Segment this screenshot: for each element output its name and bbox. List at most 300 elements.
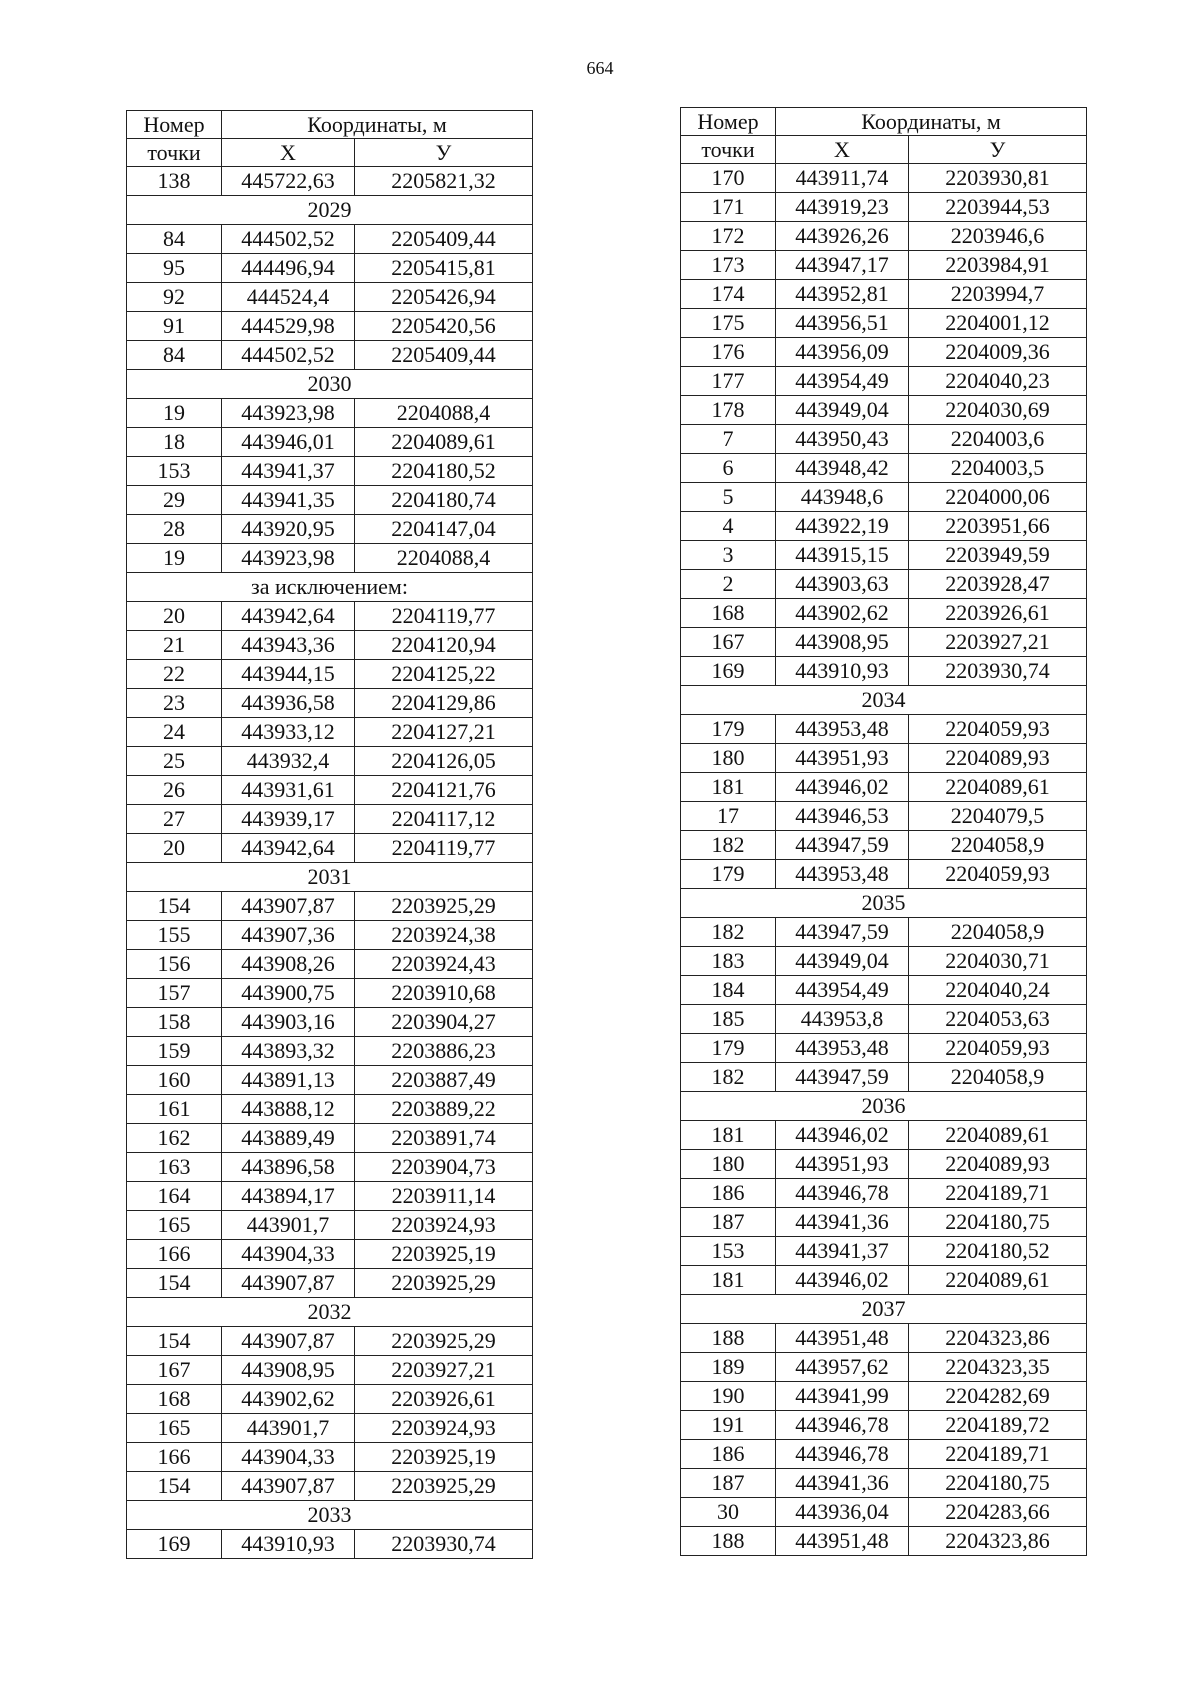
point-number-cell: 166 — [127, 1443, 222, 1472]
point-number-cell: 169 — [681, 657, 776, 686]
point-number-cell: 3 — [681, 541, 776, 570]
table-row — [127, 1095, 533, 1124]
section-label: 2035 — [681, 889, 1087, 918]
coord-y-cell: 2203927,21 — [355, 1356, 533, 1385]
coord-y-cell: 2203984,91 — [909, 251, 1087, 280]
coord-x-cell: 443948,42 — [776, 454, 909, 483]
coord-y-cell: 2204089,61 — [909, 1266, 1087, 1295]
point-number-cell: 2 — [681, 570, 776, 599]
coord-x-cell: 443957,62 — [776, 1353, 909, 1382]
coord-x-cell: 443923,98 — [222, 399, 355, 428]
table-row — [681, 802, 1087, 831]
point-number-cell: 181 — [681, 1266, 776, 1295]
coordinates-table-right — [680, 107, 1087, 1556]
header-coordinates: Координаты, м — [222, 111, 533, 139]
coord-x-cell: 443893,32 — [222, 1037, 355, 1066]
coord-y-cell: 2204127,21 — [355, 718, 533, 747]
coord-y-cell: 2203925,19 — [355, 1240, 533, 1269]
table-header-row — [681, 136, 1087, 164]
coord-x-cell: 443941,36 — [776, 1208, 909, 1237]
point-number-cell: 186 — [681, 1179, 776, 1208]
point-number-cell: 153 — [127, 457, 222, 486]
header-coordinates: Координаты, м — [776, 108, 1087, 136]
table-row — [681, 976, 1087, 1005]
point-number-cell: 175 — [681, 309, 776, 338]
point-number-cell: 95 — [127, 254, 222, 283]
point-number-cell: 179 — [681, 860, 776, 889]
point-number-cell: 188 — [681, 1527, 776, 1556]
table-row — [681, 947, 1087, 976]
point-number-cell: 179 — [681, 1034, 776, 1063]
point-number-cell: 187 — [681, 1469, 776, 1498]
coord-x-cell: 443953,48 — [776, 715, 909, 744]
table-row — [127, 1124, 533, 1153]
coord-y-cell: 2203926,61 — [909, 599, 1087, 628]
coord-y-cell: 2203949,59 — [909, 541, 1087, 570]
table-row — [127, 341, 533, 370]
point-number-cell: 27 — [127, 805, 222, 834]
coord-x-cell: 443946,02 — [776, 1266, 909, 1295]
coord-x-cell: 443902,62 — [222, 1385, 355, 1414]
point-number-cell: 4 — [681, 512, 776, 541]
coord-x-cell: 443915,15 — [776, 541, 909, 570]
table-row — [127, 776, 533, 805]
point-number-cell: 167 — [127, 1356, 222, 1385]
table-row — [127, 544, 533, 573]
coord-x-cell: 443950,43 — [776, 425, 909, 454]
coord-y-cell: 2204089,61 — [909, 1121, 1087, 1150]
coord-x-cell: 443941,36 — [776, 1469, 909, 1498]
table-row — [681, 715, 1087, 744]
point-number-cell: 167 — [681, 628, 776, 657]
table-row — [681, 831, 1087, 860]
coord-y-cell: 2203891,74 — [355, 1124, 533, 1153]
coord-x-cell: 443910,93 — [222, 1530, 355, 1559]
point-number-cell: 176 — [681, 338, 776, 367]
coord-y-cell: 2203946,6 — [909, 222, 1087, 251]
coord-x-cell: 443951,48 — [776, 1527, 909, 1556]
point-number-cell: 187 — [681, 1208, 776, 1237]
point-number-cell: 166 — [127, 1240, 222, 1269]
table-row — [127, 834, 533, 863]
point-number-cell: 184 — [681, 976, 776, 1005]
coord-y-cell: 2203928,47 — [909, 570, 1087, 599]
point-number-cell: 30 — [681, 1498, 776, 1527]
table-row — [681, 1469, 1087, 1498]
point-number-cell: 28 — [127, 515, 222, 544]
section-label: за исключением: — [127, 573, 533, 602]
coord-y-cell: 2204089,93 — [909, 1150, 1087, 1179]
coord-y-cell: 2203930,74 — [909, 657, 1087, 686]
coord-y-cell: 2203944,53 — [909, 193, 1087, 222]
coord-x-cell: 443933,12 — [222, 718, 355, 747]
table-row — [681, 425, 1087, 454]
coord-x-cell: 443907,87 — [222, 1327, 355, 1356]
coord-y-cell: 2203925,29 — [355, 1327, 533, 1356]
table-row — [681, 1498, 1087, 1527]
coord-y-cell: 2204003,5 — [909, 454, 1087, 483]
table-row — [681, 773, 1087, 802]
coord-y-cell: 2204040,24 — [909, 976, 1087, 1005]
coord-x-cell: 443946,78 — [776, 1440, 909, 1469]
table-row — [681, 309, 1087, 338]
section-row — [127, 196, 533, 225]
coord-x-cell: 443901,7 — [222, 1414, 355, 1443]
point-number-cell: 188 — [681, 1324, 776, 1353]
coord-y-cell: 2204323,35 — [909, 1353, 1087, 1382]
point-number-cell: 182 — [681, 831, 776, 860]
point-number-cell: 181 — [681, 773, 776, 802]
coord-x-cell: 444496,94 — [222, 254, 355, 283]
point-number-cell: 157 — [127, 979, 222, 1008]
point-number-cell: 182 — [681, 1063, 776, 1092]
coord-y-cell: 2204119,77 — [355, 834, 533, 863]
coord-x-cell: 443902,62 — [776, 599, 909, 628]
coord-y-cell: 2204001,12 — [909, 309, 1087, 338]
table-row — [681, 1440, 1087, 1469]
coord-x-cell: 443947,17 — [776, 251, 909, 280]
table-row — [681, 744, 1087, 773]
coord-x-cell: 443941,37 — [776, 1237, 909, 1266]
coordinates-table-left — [126, 110, 533, 1559]
coord-y-cell: 2203910,68 — [355, 979, 533, 1008]
table-row — [681, 1208, 1087, 1237]
coord-y-cell: 2204089,61 — [909, 773, 1087, 802]
coord-y-cell: 2203924,43 — [355, 950, 533, 979]
section-row — [681, 1295, 1087, 1324]
coord-y-cell: 2203925,29 — [355, 892, 533, 921]
coord-x-cell: 443936,04 — [776, 1498, 909, 1527]
coord-x-cell: 445722,63 — [222, 167, 355, 196]
coord-x-cell: 443908,95 — [222, 1356, 355, 1385]
coord-y-cell: 2204180,52 — [909, 1237, 1087, 1266]
coord-y-cell: 2204180,74 — [355, 486, 533, 515]
table-row — [127, 1385, 533, 1414]
table-row — [681, 860, 1087, 889]
table-row — [681, 280, 1087, 309]
table-row — [681, 251, 1087, 280]
coord-x-cell: 443941,37 — [222, 457, 355, 486]
coord-x-cell: 443903,63 — [776, 570, 909, 599]
table-row — [681, 396, 1087, 425]
coord-y-cell: 2204088,4 — [355, 399, 533, 428]
point-number-cell: 154 — [127, 1269, 222, 1298]
coord-y-cell: 2203924,38 — [355, 921, 533, 950]
coord-x-cell: 443948,6 — [776, 483, 909, 512]
coord-x-cell: 443904,33 — [222, 1240, 355, 1269]
table-row — [681, 193, 1087, 222]
section-label: 2033 — [127, 1501, 533, 1530]
point-number-cell: 19 — [127, 544, 222, 573]
coord-y-cell: 2203889,22 — [355, 1095, 533, 1124]
table-row — [681, 628, 1087, 657]
coord-y-cell: 2203924,93 — [355, 1414, 533, 1443]
coord-y-cell: 2204000,06 — [909, 483, 1087, 512]
coord-x-cell: 443910,93 — [776, 657, 909, 686]
point-number-cell: 180 — [681, 1150, 776, 1179]
table-row — [681, 1063, 1087, 1092]
point-number-cell: 20 — [127, 602, 222, 631]
point-number-cell: 163 — [127, 1153, 222, 1182]
table-row — [127, 1530, 533, 1559]
coord-x-cell: 443942,64 — [222, 602, 355, 631]
coord-y-cell: 2203904,27 — [355, 1008, 533, 1037]
coord-x-cell: 443943,36 — [222, 631, 355, 660]
section-label: 2034 — [681, 686, 1087, 715]
table-row — [127, 805, 533, 834]
section-row — [127, 1298, 533, 1327]
page-number: 664 — [586, 58, 614, 78]
table-row — [127, 457, 533, 486]
coord-x-cell: 443949,04 — [776, 396, 909, 425]
point-number-cell: 17 — [681, 802, 776, 831]
point-number-cell: 169 — [127, 1530, 222, 1559]
table-row — [127, 167, 533, 196]
point-number-cell: 26 — [127, 776, 222, 805]
coord-y-cell: 2204323,86 — [909, 1527, 1087, 1556]
coord-y-cell: 2204079,5 — [909, 802, 1087, 831]
coord-x-cell: 443907,87 — [222, 1269, 355, 1298]
table-row — [127, 1037, 533, 1066]
coord-x-cell: 443900,75 — [222, 979, 355, 1008]
coord-x-cell: 443894,17 — [222, 1182, 355, 1211]
table-row — [681, 512, 1087, 541]
coord-y-cell: 2205415,81 — [355, 254, 533, 283]
table-row — [681, 338, 1087, 367]
point-number-cell: 23 — [127, 689, 222, 718]
coord-y-cell: 2205409,44 — [355, 341, 533, 370]
table-row — [681, 570, 1087, 599]
coord-x-cell: 443954,49 — [776, 976, 909, 1005]
coord-y-cell: 2204059,93 — [909, 715, 1087, 744]
point-number-cell: 5 — [681, 483, 776, 512]
coord-x-cell: 443923,98 — [222, 544, 355, 573]
point-number-cell: 154 — [127, 1327, 222, 1356]
point-number-cell: 21 — [127, 631, 222, 660]
header-point-line1: Номер — [681, 108, 776, 136]
table-row — [681, 1324, 1087, 1353]
table-row — [127, 1008, 533, 1037]
point-number-cell: 84 — [127, 341, 222, 370]
point-number-cell: 154 — [127, 892, 222, 921]
table-row — [127, 254, 533, 283]
coord-y-cell: 2203925,29 — [355, 1472, 533, 1501]
table-row — [681, 222, 1087, 251]
point-number-cell: 20 — [127, 834, 222, 863]
table-row — [681, 1121, 1087, 1150]
point-number-cell: 185 — [681, 1005, 776, 1034]
coord-y-cell: 2204059,93 — [909, 1034, 1087, 1063]
table-row — [681, 1527, 1087, 1556]
coord-x-cell: 443891,13 — [222, 1066, 355, 1095]
coord-y-cell: 2204189,71 — [909, 1179, 1087, 1208]
table-row — [127, 428, 533, 457]
coord-x-cell: 443951,93 — [776, 1150, 909, 1179]
table-row — [127, 921, 533, 950]
coord-y-cell: 2203925,29 — [355, 1269, 533, 1298]
coord-y-cell: 2203904,73 — [355, 1153, 533, 1182]
coord-y-cell: 2204180,75 — [909, 1208, 1087, 1237]
table-row — [681, 1382, 1087, 1411]
header-y: У — [355, 139, 533, 167]
coord-y-cell: 2204030,69 — [909, 396, 1087, 425]
point-number-cell: 92 — [127, 283, 222, 312]
point-number-cell: 181 — [681, 1121, 776, 1150]
point-number-cell: 189 — [681, 1353, 776, 1382]
table-row — [681, 1150, 1087, 1179]
coord-y-cell: 2203911,14 — [355, 1182, 533, 1211]
point-number-cell: 183 — [681, 947, 776, 976]
coord-y-cell: 2205821,32 — [355, 167, 533, 196]
coord-x-cell: 443907,36 — [222, 921, 355, 950]
section-row — [681, 686, 1087, 715]
coord-x-cell: 443946,02 — [776, 773, 909, 802]
coord-y-cell: 2204180,52 — [355, 457, 533, 486]
coord-x-cell: 443896,58 — [222, 1153, 355, 1182]
table-row — [681, 483, 1087, 512]
coord-x-cell: 443919,23 — [776, 193, 909, 222]
point-number-cell: 19 — [127, 399, 222, 428]
coord-y-cell: 2203930,74 — [355, 1530, 533, 1559]
coord-y-cell: 2204089,61 — [355, 428, 533, 457]
coord-x-cell: 444502,52 — [222, 341, 355, 370]
table-row — [681, 1237, 1087, 1266]
table-row — [681, 1353, 1087, 1382]
coord-y-cell: 2204059,93 — [909, 860, 1087, 889]
point-number-cell: 165 — [127, 1414, 222, 1443]
point-number-cell: 168 — [127, 1385, 222, 1414]
table-row — [127, 1066, 533, 1095]
point-number-cell: 7 — [681, 425, 776, 454]
coord-y-cell: 2204121,76 — [355, 776, 533, 805]
table-row — [681, 1266, 1087, 1295]
coord-y-cell: 2203926,61 — [355, 1385, 533, 1414]
point-number-cell: 191 — [681, 1411, 776, 1440]
table-row — [127, 1182, 533, 1211]
table-row — [127, 660, 533, 689]
point-number-cell: 171 — [681, 193, 776, 222]
table-row — [127, 225, 533, 254]
coord-y-cell: 2204120,94 — [355, 631, 533, 660]
coord-x-cell: 443901,7 — [222, 1211, 355, 1240]
coord-y-cell: 2204117,12 — [355, 805, 533, 834]
coord-y-cell: 2204009,36 — [909, 338, 1087, 367]
coord-y-cell: 2204089,93 — [909, 744, 1087, 773]
coord-x-cell: 443947,59 — [776, 1063, 909, 1092]
header-point-line2: точки — [681, 136, 776, 164]
coord-y-cell: 2204058,9 — [909, 918, 1087, 947]
coord-x-cell: 443932,4 — [222, 747, 355, 776]
table-row — [681, 367, 1087, 396]
coord-y-cell: 2204126,05 — [355, 747, 533, 776]
table-row — [681, 164, 1087, 193]
coord-y-cell: 2204003,6 — [909, 425, 1087, 454]
coord-y-cell: 2204125,22 — [355, 660, 533, 689]
table-row — [681, 541, 1087, 570]
table-row — [127, 747, 533, 776]
coord-y-cell: 2203994,7 — [909, 280, 1087, 309]
coord-x-cell: 443951,48 — [776, 1324, 909, 1353]
coord-x-cell: 443953,48 — [776, 1034, 909, 1063]
table-row — [681, 1411, 1087, 1440]
coord-x-cell: 443946,78 — [776, 1179, 909, 1208]
coord-x-cell: 443922,19 — [776, 512, 909, 541]
table-row — [681, 918, 1087, 947]
table-row — [681, 1179, 1087, 1208]
section-row — [127, 370, 533, 399]
point-number-cell: 180 — [681, 744, 776, 773]
coord-x-cell: 443941,99 — [776, 1382, 909, 1411]
coord-y-cell: 2204180,75 — [909, 1469, 1087, 1498]
table-row — [127, 689, 533, 718]
point-number-cell: 138 — [127, 167, 222, 196]
point-number-cell: 6 — [681, 454, 776, 483]
table-row — [127, 1443, 533, 1472]
point-number-cell: 159 — [127, 1037, 222, 1066]
coord-x-cell: 443946,53 — [776, 802, 909, 831]
coord-y-cell: 2205420,56 — [355, 312, 533, 341]
coord-y-cell: 2203925,19 — [355, 1443, 533, 1472]
point-number-cell: 172 — [681, 222, 776, 251]
coord-y-cell: 2204040,23 — [909, 367, 1087, 396]
coord-y-cell: 2204323,86 — [909, 1324, 1087, 1353]
coord-x-cell: 443954,49 — [776, 367, 909, 396]
header-point-line2: точки — [127, 139, 222, 167]
coord-y-cell: 2204119,77 — [355, 602, 533, 631]
table-row — [127, 515, 533, 544]
table-row — [127, 950, 533, 979]
coord-x-cell: 443888,12 — [222, 1095, 355, 1124]
table-header-row — [681, 108, 1087, 136]
section-label: 2029 — [127, 196, 533, 225]
point-number-cell: 158 — [127, 1008, 222, 1037]
coord-x-cell: 443908,26 — [222, 950, 355, 979]
table-row — [127, 1269, 533, 1298]
table-row — [127, 718, 533, 747]
table-row — [127, 892, 533, 921]
table-row — [681, 454, 1087, 483]
table-row — [127, 1327, 533, 1356]
coord-y-cell: 2203927,21 — [909, 628, 1087, 657]
table-row — [127, 486, 533, 515]
point-number-cell: 173 — [681, 251, 776, 280]
coord-x-cell: 443936,58 — [222, 689, 355, 718]
coord-x-cell: 444524,4 — [222, 283, 355, 312]
point-number-cell: 161 — [127, 1095, 222, 1124]
point-number-cell: 153 — [681, 1237, 776, 1266]
table-row — [127, 1153, 533, 1182]
coord-y-cell: 2204030,71 — [909, 947, 1087, 976]
coord-x-cell: 443904,33 — [222, 1443, 355, 1472]
coord-x-cell: 443953,8 — [776, 1005, 909, 1034]
coord-y-cell: 2203951,66 — [909, 512, 1087, 541]
table-row — [127, 631, 533, 660]
section-row — [127, 1501, 533, 1530]
point-number-cell: 25 — [127, 747, 222, 776]
point-number-cell: 18 — [127, 428, 222, 457]
section-label: 2032 — [127, 1298, 533, 1327]
coord-x-cell: 443889,49 — [222, 1124, 355, 1153]
coord-x-cell: 443942,64 — [222, 834, 355, 863]
table-row — [127, 979, 533, 1008]
point-number-cell: 155 — [127, 921, 222, 950]
coord-y-cell: 2203924,93 — [355, 1211, 533, 1240]
coord-x-cell: 443944,15 — [222, 660, 355, 689]
point-number-cell: 154 — [127, 1472, 222, 1501]
coord-y-cell: 2204189,71 — [909, 1440, 1087, 1469]
coord-x-cell: 443907,87 — [222, 1472, 355, 1501]
table-row — [127, 1211, 533, 1240]
